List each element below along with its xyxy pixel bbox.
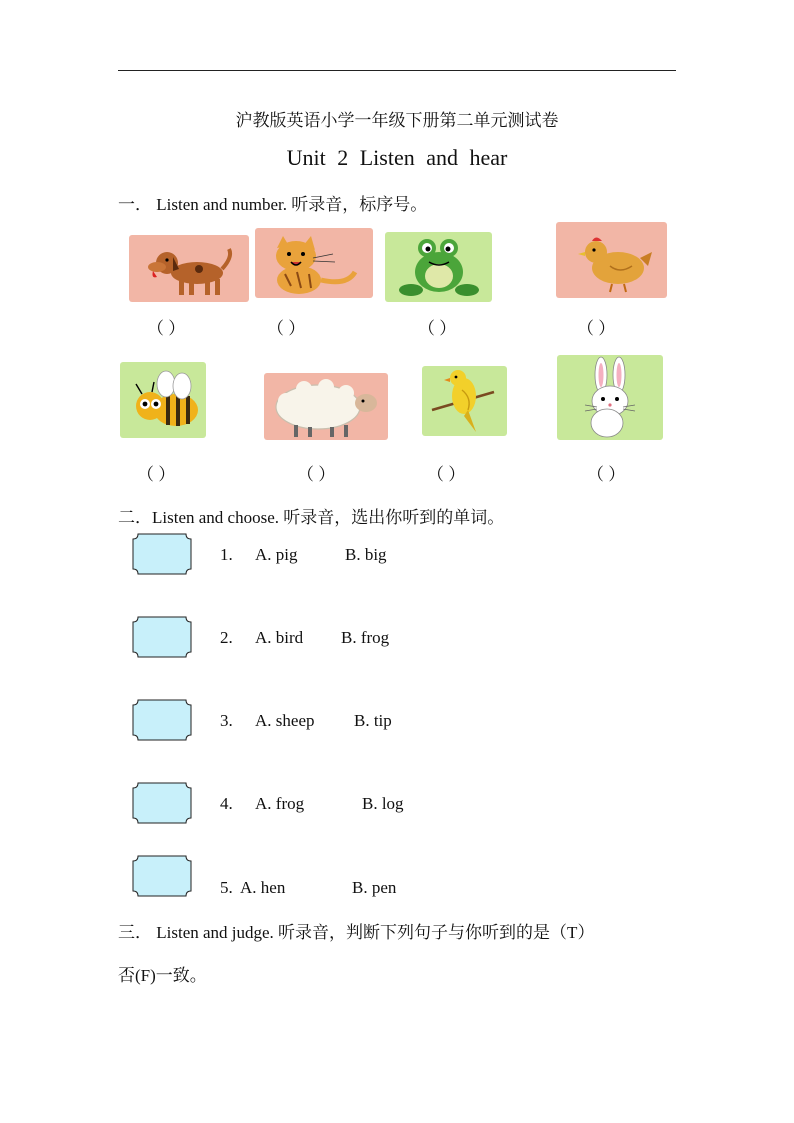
question-2-option-a: A. bird bbox=[255, 628, 304, 647]
top-rule bbox=[118, 70, 676, 71]
question-1-option-b: B. big bbox=[345, 545, 387, 564]
answer-paren-6[interactable]: （ ） bbox=[297, 465, 336, 484]
answer-box-3[interactable] bbox=[132, 699, 192, 741]
dog-icon bbox=[129, 235, 249, 302]
question-4-option-b: B. log bbox=[362, 794, 404, 813]
section2-heading: 二．Listen and choose. 听录音，选出你听到的单词。 bbox=[118, 508, 505, 527]
cat-icon bbox=[255, 228, 373, 298]
section3-heading-line2: 否(F)一致。 bbox=[118, 966, 207, 985]
question-3-option-b: B. tip bbox=[354, 711, 392, 730]
answer-paren-7[interactable]: （ ） bbox=[427, 465, 466, 484]
question-5-option-b: B. pen bbox=[352, 878, 397, 897]
question-1-option-a: A. pig bbox=[255, 545, 298, 564]
section1-heading: 一． Listen and number. 听录音，标序号。 bbox=[118, 195, 428, 214]
bee-icon bbox=[120, 362, 206, 438]
answer-paren-5[interactable]: （ ） bbox=[137, 465, 176, 484]
frog-icon bbox=[385, 232, 492, 302]
answer-paren-1[interactable]: （ ） bbox=[147, 319, 186, 338]
answer-paren-2[interactable]: （ ） bbox=[267, 319, 306, 338]
answer-paren-4[interactable]: （ ） bbox=[577, 319, 616, 338]
question-3-number: 3. bbox=[220, 711, 233, 730]
question-4-option-a: A. frog bbox=[255, 794, 305, 813]
answer-box-5[interactable] bbox=[132, 855, 192, 897]
answer-box-2[interactable] bbox=[132, 616, 192, 658]
answer-box-4[interactable] bbox=[132, 782, 192, 824]
question-1-number: 1. bbox=[220, 545, 233, 564]
answer-box-1[interactable] bbox=[132, 533, 192, 575]
question-5-option-a: A. hen bbox=[240, 878, 286, 897]
question-2-number: 2. bbox=[220, 628, 233, 647]
bird-icon bbox=[422, 366, 507, 436]
page-title: Unit 2 Listen and hear bbox=[286, 145, 508, 170]
sheep-icon bbox=[264, 373, 388, 440]
answer-paren-8[interactable]: （ ） bbox=[587, 465, 626, 484]
hen-icon bbox=[556, 222, 667, 298]
rabbit-icon bbox=[557, 355, 663, 440]
question-3-option-a: A. sheep bbox=[255, 711, 315, 730]
section3-heading-line1: 三． Listen and judge. 听录音，判断下列句子与你听到的是（T） bbox=[118, 923, 595, 942]
question-2-option-b: B. frog bbox=[341, 628, 390, 647]
question-5-number: 5. bbox=[220, 878, 233, 897]
answer-paren-3[interactable]: （ ） bbox=[418, 319, 457, 338]
question-4-number: 4. bbox=[220, 794, 233, 813]
page-subtitle: 沪教版英语小学一年级下册第二单元测试卷 bbox=[235, 111, 559, 130]
